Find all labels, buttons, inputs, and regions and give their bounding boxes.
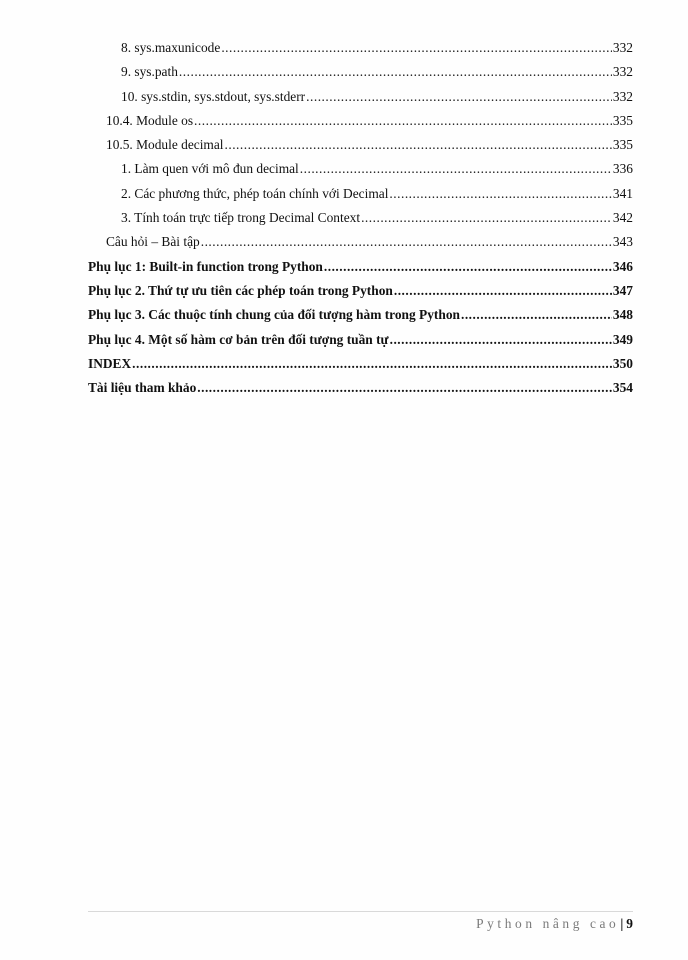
toc-entry-title: 2. Các phương thức, phép toán chính với Decimal [121, 185, 389, 201]
toc-entry-page: 332 [612, 64, 633, 80]
toc-dot-leader [179, 60, 612, 84]
toc-dot-leader [300, 157, 612, 181]
toc-dot-leader [306, 85, 612, 109]
footer-divider [88, 911, 633, 912]
toc-entry-title: Phụ lục 2. Thứ tự ưu tiên các phép toán trong Python [88, 282, 393, 298]
toc-entry-page: 335 [612, 112, 633, 128]
toc-entry[interactable] [88, 36, 633, 60]
toc-entry[interactable] [88, 85, 633, 109]
toc-dot-leader [324, 255, 612, 279]
toc-entry-page: 346 [612, 258, 633, 274]
toc-entry-title: INDEX [88, 355, 132, 371]
toc-entry-page: 341 [612, 185, 633, 201]
toc-dot-leader [194, 109, 612, 133]
toc-entry-page: 348 [612, 307, 633, 323]
toc-entry-title: Phụ lục 4. Một số hàm cơ bản trên đối tượng tuần tự [88, 331, 389, 347]
footer-separator: | [620, 916, 624, 931]
toc-entry-title: 8. sys.maxunicode [121, 40, 221, 55]
toc-entry-title: 10. sys.stdin, sys.stdout, sys.stderr [121, 88, 306, 104]
toc-entry-page: 349 [612, 331, 633, 347]
toc-entry[interactable] [88, 109, 633, 133]
toc-entry[interactable] [88, 182, 633, 206]
toc-dot-leader [225, 133, 612, 157]
toc-dot-leader [132, 352, 612, 376]
toc-entry[interactable] [88, 255, 633, 279]
toc-dot-leader [361, 206, 612, 230]
toc-dot-leader [461, 303, 612, 327]
toc-entry-title: 9. sys.path [121, 64, 178, 80]
toc-entry-page: 336 [612, 161, 633, 177]
toc-dot-leader [201, 230, 612, 254]
toc-entry[interactable] [88, 376, 633, 400]
toc-entry-page: 343 [612, 234, 633, 250]
toc-dot-leader [197, 376, 612, 400]
toc-entry[interactable] [88, 303, 633, 327]
toc-entry-title: Tài liệu tham khảo [88, 380, 197, 396]
page-footer [476, 914, 633, 934]
toc-entry-title: Phụ lục 1: Built-in function trong Python [88, 258, 323, 274]
toc-entry-page: 347 [612, 282, 633, 298]
toc-entry-page: 350 [612, 355, 633, 371]
toc-entry-page: 354 [612, 380, 633, 396]
toc-dot-leader [394, 279, 612, 303]
toc-entry[interactable] [88, 230, 633, 254]
toc-entry-title: Phụ lục 3. Các thuộc tính chung của đối tượng hàm trong Python [88, 307, 460, 323]
page-number: 9 [626, 916, 633, 931]
toc-entry[interactable] [88, 279, 633, 303]
table-of-contents [88, 36, 633, 400]
toc-entry[interactable] [88, 133, 633, 157]
toc-entry[interactable] [88, 352, 633, 376]
toc-entry-page: 335 [612, 137, 633, 153]
toc-entry-title: 3. Tính toán trực tiếp trong Decimal Context [121, 210, 361, 226]
toc-entry[interactable] [88, 206, 633, 230]
toc-entry-title: 1. Làm quen với mô đun decimal [121, 161, 299, 177]
toc-entry-page: 332 [612, 88, 633, 104]
toc-entry[interactable] [88, 60, 633, 84]
toc-entry-title: 10.5. Module decimal [106, 137, 224, 153]
footer-book-title: Python nâng cao [476, 916, 620, 931]
toc-entry[interactable] [88, 157, 633, 181]
toc-dot-leader [221, 36, 612, 60]
toc-dot-leader [390, 328, 612, 352]
toc-entry-title: Câu hỏi – Bài tập [106, 234, 200, 250]
toc-entry[interactable] [88, 328, 633, 352]
toc-entry-title: 10.4. Module os [106, 112, 194, 128]
toc-entry-page: 332 [612, 40, 633, 55]
toc-dot-leader [389, 182, 611, 206]
toc-entry-page: 342 [612, 210, 633, 226]
